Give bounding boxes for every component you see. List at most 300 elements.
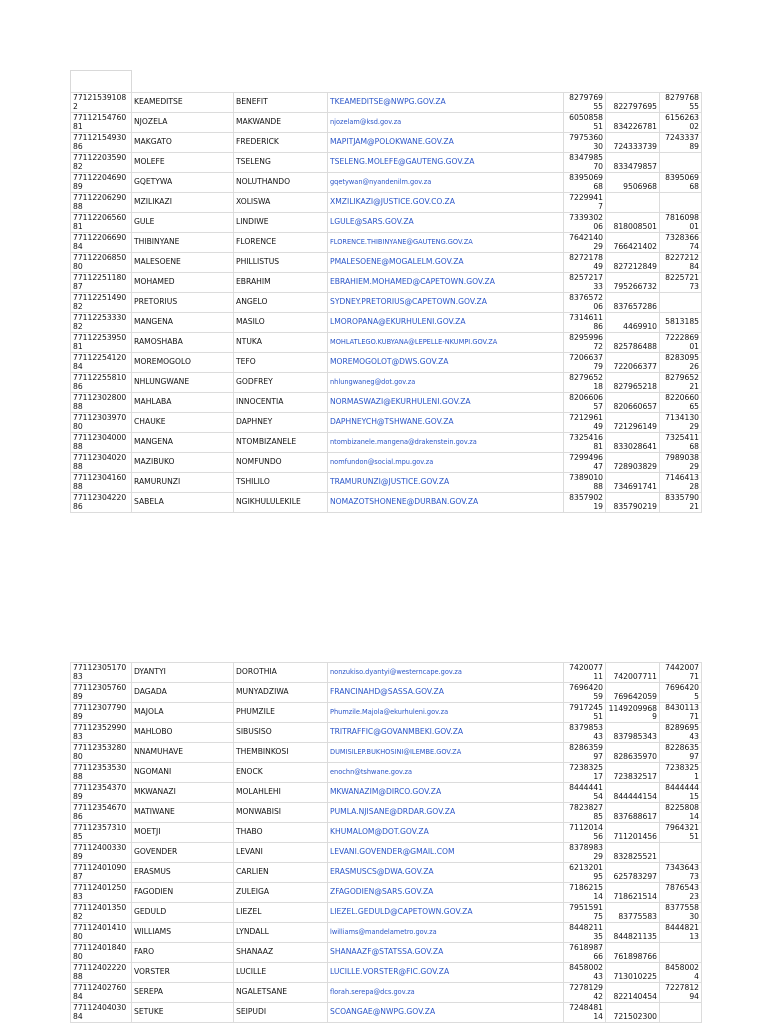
- id-number-cell: 7711230779089: [71, 703, 132, 723]
- first-name-cell: THEMBINKOSI: [234, 743, 328, 763]
- phone-cell-3: 827965221: [660, 373, 702, 393]
- id-number-cell: 7711230280088: [71, 393, 132, 413]
- phone-cell-2: 828635970: [606, 743, 660, 763]
- phone-cell-2: 825786488: [606, 333, 660, 353]
- id-number-cell: 7711235731085: [71, 823, 132, 843]
- surname-cell: GQETYWA: [132, 173, 234, 193]
- surname-cell: MATIWANE: [132, 803, 234, 823]
- first-name-cell: NOMFUNDO: [234, 453, 328, 473]
- first-name-cell: INNOCENTIA: [234, 393, 328, 413]
- id-number-cell: 7711225412084: [71, 353, 132, 373]
- first-name-cell: FLORENCE: [234, 233, 328, 253]
- table-row: [71, 133, 702, 153]
- email-cell: gqetywan@nyandenilm.gov.za: [328, 173, 564, 193]
- email-cell: NORMASWAZI@EKURHULENI.GOV.ZA: [328, 393, 564, 413]
- email-cell: PUMLA.NJISANE@DRDAR.GOV.ZA: [328, 803, 564, 823]
- email-cell: lwilliams@mandelametro.gov.za: [328, 923, 564, 943]
- phone-cell-1: 720663779: [564, 353, 606, 373]
- first-name-cell: LYNDALL: [234, 923, 328, 943]
- phone-cell-1: 844444154: [564, 783, 606, 803]
- email-cell: NOMAZOTSHONENE@DURBAN.GOV.ZA: [328, 493, 564, 513]
- phone-cell-2: 711201456: [606, 823, 660, 843]
- phone-cell-3: 72383251: [660, 763, 702, 783]
- phone-cell-3: [660, 153, 702, 173]
- table-row: [71, 803, 702, 823]
- phone-cell-2: 834226781: [606, 113, 660, 133]
- phone-cell-3: 837755830: [660, 903, 702, 923]
- phone-cell-1: 727812942: [564, 983, 606, 1003]
- phone-cell-1: 837898329: [564, 843, 606, 863]
- first-name-cell: NTUKA: [234, 333, 328, 353]
- email-cell: TRAMURUNZI@JUSTICE.GOV.ZA: [328, 473, 564, 493]
- table-row: [71, 823, 702, 843]
- phone-cell-2: 827965218: [606, 373, 660, 393]
- email-cell: ERASMUSCS@DWA.GOV.ZA: [328, 863, 564, 883]
- surname-cell: NHLUNGWANE: [132, 373, 234, 393]
- phone-cell-3: 76964205: [660, 683, 702, 703]
- first-name-cell: TEFO: [234, 353, 328, 373]
- surname-cell: NGOMANI: [132, 763, 234, 783]
- surname-cell: MKWANAZI: [132, 783, 234, 803]
- phone-cell-3: 732541168: [660, 433, 702, 453]
- id-number-cell: 7711240276084: [71, 983, 132, 1003]
- phone-cell-2: 837657286: [606, 293, 660, 313]
- surname-cell: MALESOENE: [132, 253, 234, 273]
- phone-cell-2: 4469910: [606, 313, 660, 333]
- first-name-cell: LINDIWE: [234, 213, 328, 233]
- id-number-cell: 7711220685080: [71, 253, 132, 273]
- id-number-cell: 7711230402088: [71, 453, 132, 473]
- surname-cell: SABELA: [132, 493, 234, 513]
- phone-cell-1: 761898766: [564, 943, 606, 963]
- first-name-cell: ANGELO: [234, 293, 328, 313]
- contact-table-lower: [70, 662, 701, 1023]
- first-name-cell: BENEFIT: [234, 93, 328, 113]
- phone-cell-2: 822140454: [606, 983, 660, 1003]
- table-body-lower: [71, 663, 702, 1023]
- phone-cell-1: 732541681: [564, 433, 606, 453]
- phone-cell-1: 782382785: [564, 803, 606, 823]
- phone-cell-1: 797536030: [564, 133, 606, 153]
- email-cell: KHUMALOM@DOT.GOV.ZA: [328, 823, 564, 843]
- table-row: [71, 433, 702, 453]
- phone-cell-1: 721296149: [564, 413, 606, 433]
- first-name-cell: DAPHNEY: [234, 413, 328, 433]
- phone-cell-3: 722286901: [660, 333, 702, 353]
- table-row: [71, 983, 702, 1003]
- table-row: [71, 493, 702, 513]
- phone-cell-2: 734691741: [606, 473, 660, 493]
- table-row: [71, 943, 702, 963]
- first-name-cell: LEVANI: [234, 843, 328, 863]
- phone-cell-1: 738901088: [564, 473, 606, 493]
- first-name-cell: ENOCK: [234, 763, 328, 783]
- phone-cell-2: 9506968: [606, 173, 660, 193]
- email-cell: njozelam@ksd.gov.za: [328, 113, 564, 133]
- table-row: [71, 153, 702, 173]
- phone-cell-2: 769642059: [606, 683, 660, 703]
- spreadsheet-corner-cell: [70, 70, 132, 93]
- phone-cell-1: 835790219: [564, 493, 606, 513]
- table-row: [71, 393, 702, 413]
- surname-cell: MANGENA: [132, 313, 234, 333]
- first-name-cell: LUCILLE: [234, 963, 328, 983]
- phone-cell-3: 615626302: [660, 113, 702, 133]
- phone-cell-2: 818008501: [606, 213, 660, 233]
- phone-cell-1: 718621514: [564, 883, 606, 903]
- phone-cell-3: 744200771: [660, 663, 702, 683]
- id-number-cell: 7711240125083: [71, 883, 132, 903]
- phone-cell-1: 605085851: [564, 113, 606, 133]
- phone-cell-2: 761898766: [606, 943, 660, 963]
- first-name-cell: NGIKHULULEKILE: [234, 493, 328, 513]
- email-cell: SHANAAZF@STATSSA.GOV.ZA: [328, 943, 564, 963]
- surname-cell: WILLIAMS: [132, 923, 234, 943]
- first-name-cell: PHILLISTUS: [234, 253, 328, 273]
- table-row: [71, 923, 702, 943]
- email-cell: EBRAHIEM.MOHAMED@CAPETOWN.GOV.ZA: [328, 273, 564, 293]
- id-number-cell: 7711220629088: [71, 193, 132, 213]
- id-number-cell: 7711230400088: [71, 433, 132, 453]
- phone-cell-1: 731461186: [564, 313, 606, 333]
- email-cell: LEVANI.GOVENDER@GMAIL.COM: [328, 843, 564, 863]
- email-cell: XMZILIKAZI@JUSTICE.GOV.CO.ZA: [328, 193, 564, 213]
- id-number-cell: 7711220669084: [71, 233, 132, 253]
- email-cell: nonzukiso.dyantyi@westerncape.gov.za: [328, 663, 564, 683]
- phone-cell-1: 827217849: [564, 253, 606, 273]
- email-cell: MKWANAZIM@DIRCO.GOV.ZA: [328, 783, 564, 803]
- phone-cell-1: 72299417: [564, 193, 606, 213]
- phone-cell-3: 713413029: [660, 413, 702, 433]
- first-name-cell: MONWABISI: [234, 803, 328, 823]
- email-cell: FRANCINAHD@SASSA.GOV.ZA: [328, 683, 564, 703]
- phone-cell-2: 832825521: [606, 843, 660, 863]
- contact-table-upper: [70, 92, 701, 513]
- first-name-cell: SIBUSISO: [234, 723, 328, 743]
- first-name-cell: PHUMZILE: [234, 703, 328, 723]
- table-row: [71, 473, 702, 493]
- surname-cell: MOLEFE: [132, 153, 234, 173]
- id-number-cell: 7711225581086: [71, 373, 132, 393]
- table-row: [71, 233, 702, 253]
- email-cell: LMOROPANA@EKURHULENI.GOV.ZA: [328, 313, 564, 333]
- email-cell: MOHLATLEGO.KUBYANA@LEPELLE-NKUMPI.GOV.ZA: [328, 333, 564, 353]
- phone-cell-2: 742007711: [606, 663, 660, 683]
- table-row: [71, 373, 702, 393]
- phone-cell-3: 781609801: [660, 213, 702, 233]
- id-number-cell: 7711235299083: [71, 723, 132, 743]
- phone-cell-3: 714641328: [660, 473, 702, 493]
- email-cell: enochn@tshwane.gov.za: [328, 763, 564, 783]
- phone-cell-1: 837657206: [564, 293, 606, 313]
- phone-cell-1: 827965218: [564, 373, 606, 393]
- id-number-cell: 7711235328080: [71, 743, 132, 763]
- first-name-cell: SHANAAZ: [234, 943, 328, 963]
- id-number-cell: 7711225395081: [71, 333, 132, 353]
- first-name-cell: TSELENG: [234, 153, 328, 173]
- surname-cell: ERASMUS: [132, 863, 234, 883]
- phone-cell-2: 837985343: [606, 723, 660, 743]
- phone-cell-3: [660, 193, 702, 213]
- email-cell: TKEAMEDITSE@NWPG.GOV.ZA: [328, 93, 564, 113]
- phone-cell-3: 828309526: [660, 353, 702, 373]
- surname-cell: MAJOLA: [132, 703, 234, 723]
- surname-cell: MOHAMED: [132, 273, 234, 293]
- table-row: [71, 1003, 702, 1023]
- phone-cell-3: 732836674: [660, 233, 702, 253]
- table-row: [71, 213, 702, 233]
- email-cell: PMALESOENE@MOGALELM.GOV.ZA: [328, 253, 564, 273]
- first-name-cell: GODFREY: [234, 373, 328, 393]
- phone-cell-1: 845800243: [564, 963, 606, 983]
- table-row: [71, 253, 702, 273]
- phone-cell-2: 833028641: [606, 433, 660, 453]
- phone-cell-2: 718621514: [606, 883, 660, 903]
- phone-cell-3: [660, 943, 702, 963]
- phone-cell-2: 723832517: [606, 763, 660, 783]
- surname-cell: RAMOSHABA: [132, 333, 234, 353]
- surname-cell: VORSTER: [132, 963, 234, 983]
- phone-cell-3: 796432151: [660, 823, 702, 843]
- surname-cell: FARO: [132, 943, 234, 963]
- phone-cell-3: 722781294: [660, 983, 702, 1003]
- id-number-cell: 7711225149082: [71, 293, 132, 313]
- phone-cell-1: 791724551: [564, 703, 606, 723]
- phone-cell-3: 724333789: [660, 133, 702, 153]
- table-row: [71, 683, 702, 703]
- id-number-cell: 7711235437089: [71, 783, 132, 803]
- surname-cell: MZILIKAZI: [132, 193, 234, 213]
- table-row: [71, 963, 702, 983]
- phone-cell-2: 713010225: [606, 963, 660, 983]
- id-number-cell: 7711230397080: [71, 413, 132, 433]
- table-row: [71, 333, 702, 353]
- phone-cell-1: 621320195: [564, 863, 606, 883]
- phone-cell-1: 769642059: [564, 683, 606, 703]
- phone-cell-2: 721296149: [606, 413, 660, 433]
- first-name-cell: MASILO: [234, 313, 328, 333]
- email-cell: MAPITJAM@POLOKWANE.GOV.ZA: [328, 133, 564, 153]
- id-number-cell: 7711215476081: [71, 113, 132, 133]
- id-number-cell: 7711220359082: [71, 153, 132, 173]
- phone-cell-2: 833479857: [606, 153, 660, 173]
- phone-cell-1: 829599672: [564, 333, 606, 353]
- phone-cell-2: 822797695: [606, 93, 660, 113]
- table-row: [71, 173, 702, 193]
- table-row: [71, 743, 702, 763]
- surname-cell: MAHLABA: [132, 393, 234, 413]
- first-name-cell: CARLIEN: [234, 863, 328, 883]
- surname-cell: GOVENDER: [132, 843, 234, 863]
- phone-cell-3: [660, 293, 702, 313]
- id-number-cell: 7711220469089: [71, 173, 132, 193]
- table-row: [71, 413, 702, 433]
- email-cell: LUCILLE.VORSTER@FIC.GOV.ZA: [328, 963, 564, 983]
- first-name-cell: MOLAHLEHI: [234, 783, 328, 803]
- first-name-cell: MUNYADZIWA: [234, 683, 328, 703]
- phone-cell-2: 820660657: [606, 393, 660, 413]
- id-number-cell: 7711220656081: [71, 213, 132, 233]
- phone-cell-1: 729949647: [564, 453, 606, 473]
- email-cell: MOREMOGOLOT@DWS.GOV.ZA: [328, 353, 564, 373]
- table-row: [71, 903, 702, 923]
- phone-cell-1: 733930206: [564, 213, 606, 233]
- phone-cell-3: 844482113: [660, 923, 702, 943]
- phone-cell-3: 822863597: [660, 743, 702, 763]
- phone-cell-1: 837985343: [564, 723, 606, 743]
- phone-cell-3: 833579021: [660, 493, 702, 513]
- phone-cell-1: 820660657: [564, 393, 606, 413]
- surname-cell: KEAMEDITSE: [132, 93, 234, 113]
- email-cell: Phumzile.Majola@ekurhuleni.gov.za: [328, 703, 564, 723]
- first-name-cell: ZULEIGA: [234, 883, 328, 903]
- phone-cell-3: 822572173: [660, 273, 702, 293]
- surname-cell: MAHLOBO: [132, 723, 234, 743]
- surname-cell: MAKGATO: [132, 133, 234, 153]
- phone-cell-2: 844821135: [606, 923, 660, 943]
- phone-cell-1: 764214029: [564, 233, 606, 253]
- email-cell: LGULE@SARS.GOV.ZA: [328, 213, 564, 233]
- first-name-cell: TSHILILO: [234, 473, 328, 493]
- phone-cell-3: 828969543: [660, 723, 702, 743]
- phone-cell-1: 723832517: [564, 763, 606, 783]
- surname-cell: MOETJI: [132, 823, 234, 843]
- surname-cell: GULE: [132, 213, 234, 233]
- surname-cell: NJOZELA: [132, 113, 234, 133]
- phone-cell-1: 844821135: [564, 923, 606, 943]
- email-cell: DUMISILEP.BUKHOSINI@ILEMBE.GOV.ZA: [328, 743, 564, 763]
- phone-cell-2: 11492099689: [606, 703, 660, 723]
- email-cell: nomfundon@social.mpu.gov.za: [328, 453, 564, 473]
- first-name-cell: EBRAHIM: [234, 273, 328, 293]
- phone-cell-2: 766421402: [606, 233, 660, 253]
- phone-cell-3: 798903829: [660, 453, 702, 473]
- surname-cell: MANGENA: [132, 433, 234, 453]
- phone-cell-2: 724333739: [606, 133, 660, 153]
- phone-cell-2: 835790219: [606, 493, 660, 513]
- phone-cell-2: 728903829: [606, 453, 660, 473]
- id-number-cell: 771215391082: [71, 93, 132, 113]
- surname-cell: SETUKE: [132, 1003, 234, 1023]
- phone-cell-1: 839506968: [564, 173, 606, 193]
- email-cell: florah.serepa@dcs.gov.za: [328, 983, 564, 1003]
- id-number-cell: 7711240033089: [71, 843, 132, 863]
- id-number-cell: 7711240135082: [71, 903, 132, 923]
- table-row: [71, 193, 702, 213]
- phone-cell-1: 795159175: [564, 903, 606, 923]
- phone-cell-1: 724848114: [564, 1003, 606, 1023]
- email-cell: TRITRAFFIC@GOVANMBEKI.GOV.ZA: [328, 723, 564, 743]
- phone-cell-3: 827976855: [660, 93, 702, 113]
- first-name-cell: FREDERICK: [234, 133, 328, 153]
- table-row: [71, 883, 702, 903]
- table-row: [71, 703, 702, 723]
- table-row: [71, 763, 702, 783]
- phone-cell-2: 625783297: [606, 863, 660, 883]
- email-cell: FLORENCE.THIBINYANE@GAUTENG.GOV.ZA: [328, 233, 564, 253]
- phone-cell-1: 742007711: [564, 663, 606, 683]
- phone-cell-2: 795266732: [606, 273, 660, 293]
- table-row: [71, 313, 702, 333]
- table-row: [71, 843, 702, 863]
- phone-cell-3: 839506968: [660, 173, 702, 193]
- first-name-cell: MAKWANDE: [234, 113, 328, 133]
- surname-cell: THIBINYANE: [132, 233, 234, 253]
- id-number-cell: 7711235353088: [71, 763, 132, 783]
- id-number-cell: 7711240222088: [71, 963, 132, 983]
- phone-cell-1: 711201456: [564, 823, 606, 843]
- surname-cell: PRETORIUS: [132, 293, 234, 313]
- first-name-cell: THABO: [234, 823, 328, 843]
- phone-cell-3: 843011371: [660, 703, 702, 723]
- id-number-cell: 7711240109087: [71, 863, 132, 883]
- surname-cell: RAMURUNZI: [132, 473, 234, 493]
- first-name-cell: LIEZEL: [234, 903, 328, 923]
- surname-cell: NNAMUHAVE: [132, 743, 234, 763]
- id-number-cell: 7711225118087: [71, 273, 132, 293]
- phone-cell-1: 834798570: [564, 153, 606, 173]
- phone-cell-3: 734364373: [660, 863, 702, 883]
- phone-cell-2: 827212849: [606, 253, 660, 273]
- phone-cell-1: 825721733: [564, 273, 606, 293]
- email-cell: SYDNEY.PRETORIUS@CAPETOWN.GOV.ZA: [328, 293, 564, 313]
- phone-cell-3: 5813185: [660, 313, 702, 333]
- phone-cell-2: 844444154: [606, 783, 660, 803]
- first-name-cell: NGALETSANE: [234, 983, 328, 1003]
- email-cell: SCOANGAE@NWPG.GOV.ZA: [328, 1003, 564, 1023]
- phone-cell-3: 822721284: [660, 253, 702, 273]
- table-row: [71, 723, 702, 743]
- phone-cell-1: 828635997: [564, 743, 606, 763]
- phone-cell-2: 721502300: [606, 1003, 660, 1023]
- first-name-cell: XOLISWA: [234, 193, 328, 213]
- id-number-cell: 7711230416088: [71, 473, 132, 493]
- id-number-cell: 7711230517083: [71, 663, 132, 683]
- surname-cell: SEREPA: [132, 983, 234, 1003]
- id-number-cell: 7711235467086: [71, 803, 132, 823]
- id-number-cell: 7711240184080: [71, 943, 132, 963]
- phone-cell-1: 827976955: [564, 93, 606, 113]
- phone-cell-3: [660, 843, 702, 863]
- phone-cell-3: 84580024: [660, 963, 702, 983]
- surname-cell: DYANTYI: [132, 663, 234, 683]
- surname-cell: CHAUKE: [132, 413, 234, 433]
- table-row: [71, 273, 702, 293]
- table-row: [71, 293, 702, 313]
- table-body-upper: [71, 93, 702, 513]
- surname-cell: MAZIBUKO: [132, 453, 234, 473]
- email-cell: ntombizanele.mangena@drakenstein.gov.za: [328, 433, 564, 453]
- first-name-cell: NTOMBIZANELE: [234, 433, 328, 453]
- surname-cell: GEDULD: [132, 903, 234, 923]
- email-cell: nhlungwaneg@dot.gov.za: [328, 373, 564, 393]
- email-cell: TSELENG.MOLEFE@GAUTENG.GOV.ZA: [328, 153, 564, 173]
- phone-cell-2: 83775583: [606, 903, 660, 923]
- first-name-cell: DOROTHIA: [234, 663, 328, 683]
- email-cell: ZFAGODIEN@SARS.GOV.ZA: [328, 883, 564, 903]
- phone-cell-3: 822066065: [660, 393, 702, 413]
- id-number-cell: 7711240403084: [71, 1003, 132, 1023]
- phone-cell-3: 844444415: [660, 783, 702, 803]
- id-number-cell: 7711240141080: [71, 923, 132, 943]
- table-row: [71, 113, 702, 133]
- id-number-cell: 7711225333082: [71, 313, 132, 333]
- id-number-cell: 7711215493086: [71, 133, 132, 153]
- table-row: [71, 353, 702, 373]
- table-row: [71, 93, 702, 113]
- email-cell: DAPHNEYCH@TSHWANE.GOV.ZA: [328, 413, 564, 433]
- phone-cell-2: 837688617: [606, 803, 660, 823]
